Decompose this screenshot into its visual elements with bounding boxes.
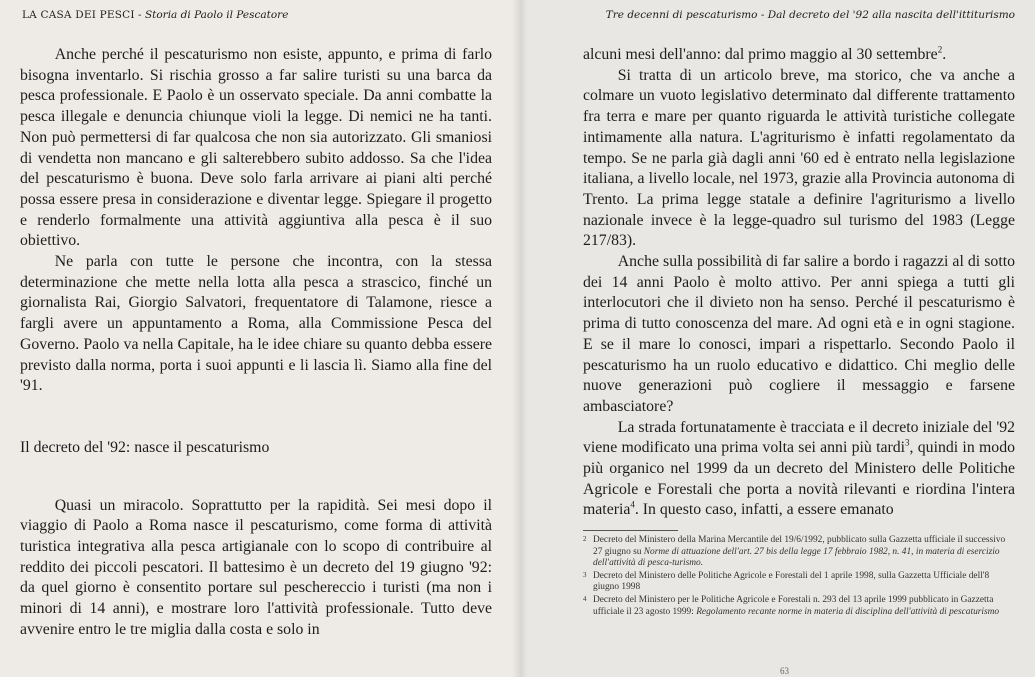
footnote [583, 535, 1015, 570]
footnote-mark: 2 [583, 535, 587, 543]
footnote-text: Decreto del Ministero della Marina Mercantile del 19/6/1992, pubblicato sulla Gazzetta ufficiale il successivo 27 giugno su [593, 535, 1006, 557]
sentence-end: . [942, 46, 947, 63]
body-paragraph [583, 418, 1015, 522]
body-paragraph: Anche sulla possibilità di far salire a bordo i ragazzi al di sotto dei 14 anni Paolo è molto attivo. Per anni spiega a tutti gli interlocutori che il divieto non ha senso. Perché il pescaturismo è prima di tutto conoscenza del mare. Ad ogni età e in ogni stagione. E se il mare lo conosci, impari a rispettarlo. Secondo Paolo il pescaturismo ha un ruolo educativo e didattico. Chi meglio delle nuove generazioni può cogliere il messaggio e farsene ambasciatore? [583, 253, 1015, 415]
footnote-mark: 4 [583, 594, 587, 603]
body-paragraph: Quasi un miracolo. Soprattutto per la rapidità. Sei mesi dopo il viaggio di Paolo a Roma nasce il pescaturismo, come forma di attività turistica integrativa alla pesca artigianale con lo scopo di contribuire al reddito dei piccoli pescatori. Il battesimo è un decreto del 19 giugno '92: da quel giorno è consentito portare sul peschereccio i turisti (ma non i minori di 14 anni), e mostrare loro l'attività professionale. Tutto deve avvenire entro le tre miglia dalla costa e solo in [20, 496, 492, 638]
footnote-mark: 3 [583, 570, 587, 579]
body-paragraph: Si tratta di un articolo breve, ma storico, che va anche a colmare un vuoto legislativo determinato dal differente trattamento fra terra e mare per quanto riguarda le attività turistiche collegate intimamente alla natura. L'agriturismo è infatti regolamentato da tempo. Se ne parla già dagli anni '60 ed è entrato nella legislazione italiana, a livello locale, nel 1973, grazie alla Provincia autonoma di Trento. La prima legge statale a definire l'agriturismo a livello nazionale invece è la legge-quadro sul turismo del 1983 (Legge 217/83). [583, 66, 1015, 250]
right-text-column [583, 45, 1015, 521]
book-gutter [512, 0, 528, 677]
footnote [583, 595, 1015, 618]
running-head-separator: - [134, 9, 145, 21]
right-running-head [606, 9, 1015, 22]
paragraph-text: , quindi in modo più organico nel 1999 da un decreto del Ministero delle Politiche Agricole e Forestali che porta a novità rilevanti e riordina l'intera materia [583, 439, 1015, 519]
footnote-ref: 2 [937, 44, 943, 55]
body-paragraph: Anche perché il pescaturismo non esiste, appunto, e prima di farlo bisogna inventarlo. Si rischia grosso a far salire turisti su una barca da pesca professionale. E Paolo è un osservato speciale. Da anni combatte la pesca illegale e denuncia chiunque violi la legge. Di nemici ne ha tanti. Non può permettersi di far qualcosa che non sia autorizzato. Gli smaniosi di vendetta non mancano e gli salterebbero subito addosso. Sa che l'idea del pescaturismo è buona. Deve solo farla arrivare ai piani alti perché possa essere presa in considerazione e diventar legge. Spiegare il progetto e renderlo formalmente una attività aggiuntiva alla pesca è il suo obiettivo. [20, 46, 492, 250]
footnote [583, 571, 1015, 594]
running-head-series: LA CASA DEI PESCI [22, 9, 135, 21]
body-paragraph: Ne parla con tutte le persone che incontra, con la stessa determinazione che mette nella lotta alla pesca a strascico, finché un giornalista Rai, Giorgio Salvatori, frequentatore di Talamone, riesce a fargli avere un appuntamento a Roma, alla Commissione Pesca del Governo. Paolo va nella Capitale, ha le idee chiare su quanto debba essere previsto dalla norma, porta i suoi appunti e li lascia lì. Siamo alla fine del '91. [20, 253, 492, 395]
footnote-title: Regolamento recante norme in materia di disciplina dell'attività di pescaturismo [696, 606, 1000, 617]
running-head-separator-right: - [757, 9, 768, 21]
running-head-book-title: Storia di Paolo il Pescatore [144, 9, 289, 21]
running-head-chapter-title: Tre decenni di pescaturismo [605, 9, 758, 21]
paragraph-text: La strada fortunatamente è tracciata e il decreto iniziale del '92 viene modificato una prima volta sei anni più tardi [583, 418, 1015, 457]
running-head-chapter-subtitle: Dal decreto del '92 alla nascita dell'ittiturismo [767, 9, 1015, 21]
left-text-column [20, 45, 492, 641]
footnote-text: Decreto del Ministero per le Politiche Agricole e Forestali n. 293 del 13 aprile 1999 pubblicato in Gazzetta ufficiale il 23 agosto 1999: [593, 594, 994, 617]
body-paragraph-continued [583, 45, 1015, 66]
footnote-ref: 4 [630, 500, 635, 511]
footnote-ref: 3 [905, 438, 910, 449]
section-heading: Il decreto del '92: nasce il pescaturismo [20, 438, 270, 456]
footnote-title: Norme di attuazione dell'art. 27 bis della legge 17 febbraio 1982, n. 41, in materia di esercizio dell'attività di pesca-turismo. [593, 546, 1000, 569]
footnote-text: Decreto del Ministero delle Politiche Agricole e Forestali del 1 aprile 1998, sulla Gazzetta Ufficiale dell'8 giugno 1998 [593, 570, 990, 593]
page-number: 63 [780, 666, 789, 676]
left-running-head [22, 9, 288, 22]
footnote-rule [583, 530, 678, 531]
paragraph-text: . In questo caso, infatti, a essere emanato [634, 501, 894, 519]
continued-text: alcuni mesi dell'anno: dal primo maggio al 30 settembre [583, 46, 938, 63]
footnotes [583, 535, 1015, 619]
